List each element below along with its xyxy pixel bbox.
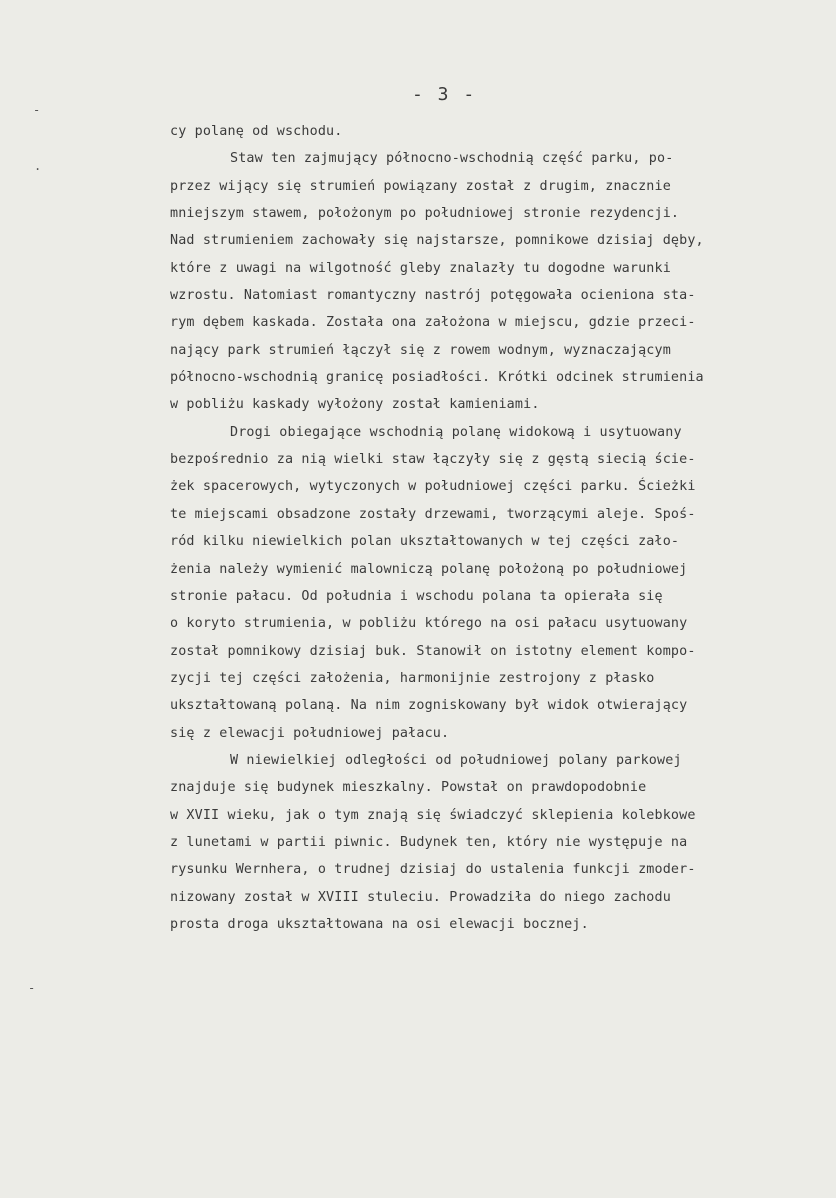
text-line: znajduje się budynek mieszkalny. Powstał on prawdopodobnie xyxy=(170,780,647,796)
margin-mark: - xyxy=(28,981,36,995)
text-line: nizowany został w XVIII stuleciu. Prowadziła do niego zachodu xyxy=(170,889,671,905)
text-line: ukształtowaną polaną. Na nim zogniskowany był widok otwierający xyxy=(170,698,688,714)
text-line: z lunetami w partii piwnic. Budynek ten, który nie występuje na xyxy=(170,834,688,850)
text-line: ród kilku niewielkich polan ukształtowanych w tej części zało- xyxy=(170,534,680,550)
body-text xyxy=(170,118,822,938)
text-line: Staw ten zajmujący północno-wschodnią część parku, po- xyxy=(230,151,674,167)
text-line: żek spacerowych, wytyczonych w południowej części parku. Ścieżki xyxy=(170,479,696,495)
text-line: rysunku Wernhera, o trudnej dzisiaj do ustalenia funkcji zmoder- xyxy=(170,862,696,878)
page-number: - 3 - xyxy=(412,84,477,105)
text-line: został pomnikowy dzisiaj buk. Stanowił on istotny element kompo- xyxy=(170,643,696,659)
text-line: Nad strumieniem zachowały się najstarsze, pomnikowe dzisiaj dęby, xyxy=(170,233,704,249)
text-line: W niewielkiej odległości od południowej polany parkowej xyxy=(230,752,682,768)
text-line: zycji tej części założenia, harmonijnie zestrojony z płasko xyxy=(170,670,655,686)
text-line: rym dębem kaskada. Została ona założona w miejscu, gdzie przeci- xyxy=(170,315,696,331)
margin-mark: . xyxy=(34,159,42,173)
text-line: prosta droga ukształtowana na osi elewacji bocznej. xyxy=(170,916,589,932)
text-line: żenia należy wymienić malowniczą polanę położoną po południowej xyxy=(170,561,688,577)
text-line: te miejscami obsadzone zostały drzewami, tworzącymi aleje. Spoś- xyxy=(170,506,696,522)
text-line: nający park strumień łączył się z rowem wodnym, wyznaczającym xyxy=(170,342,671,358)
text-line: przez wijący się strumień powiązany został z drugim, znacznie xyxy=(170,178,671,194)
text-line: się z elewacji południowej pałacu. xyxy=(170,725,450,741)
text-line: cy polanę od wschodu. xyxy=(170,124,343,139)
text-line: wzrostu. Natomiast romantyczny nastrój potęgowała ocieniona sta- xyxy=(170,288,696,304)
text-line: stronie pałacu. Od południa i wschodu polana ta opierała się xyxy=(170,588,663,604)
text-line: Drogi obiegające wschodnią polanę widokową i usytuowany xyxy=(230,424,682,440)
text-line: bezpośrednio za nią wielki staw łączyły się z gęstą siecią ście- xyxy=(170,452,696,468)
text-line: w XVII wieku, jak o tym znają się świadczyć sklepienia kolebkowe xyxy=(170,807,696,823)
text-line: które z uwagi na wilgotność gleby znalazły tu dogodne warunki xyxy=(170,260,671,276)
text-line: w pobliżu kaskady wyłożony został kamieniami. xyxy=(170,397,540,413)
margin-mark: - xyxy=(33,103,41,117)
text-line: o koryto strumienia, w pobliżu którego na osi pałacu usytuowany xyxy=(170,616,688,632)
text-line: północno-wschodnią granicę posiadłości. Krótki odcinek strumienia xyxy=(170,370,704,386)
text-line: mniejszym stawem, położonym po południowej stronie rezydencji. xyxy=(170,206,680,222)
